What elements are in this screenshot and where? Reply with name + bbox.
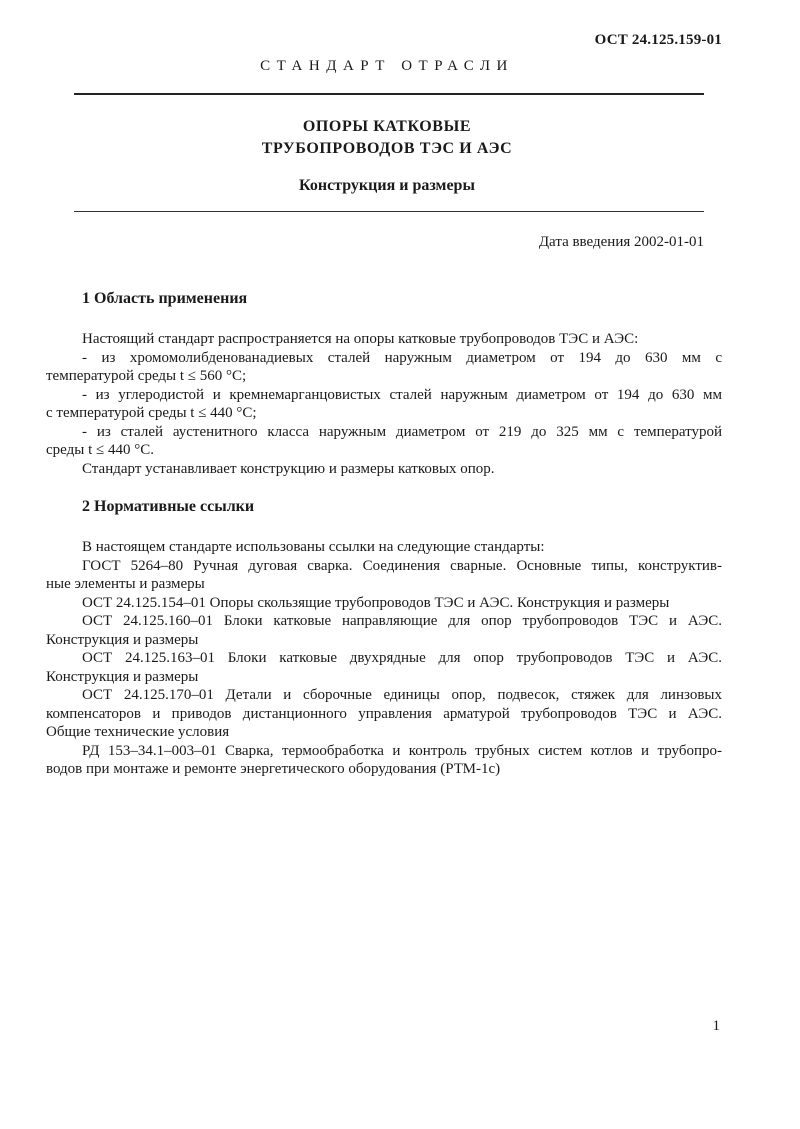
introduction-date: Дата введения 2002-01-01 [538, 234, 704, 250]
text-line: В настоящем стандарте использованы ссылки на следующие стандарты: [82, 539, 545, 555]
text-line: температурой среды t ≤ 560 °С; [46, 368, 247, 384]
page-number: 1 [712, 1018, 720, 1034]
text-line: Общие технические условия [46, 724, 230, 740]
document-code: ОСТ 24.125.159-01 [594, 32, 722, 48]
title-line-2: ТРУБОПРОВОДОВ ТЭС И АЭС [261, 140, 513, 157]
section-2-heading: 2 Нормативные ссылки [82, 498, 255, 515]
standard-type: СТАНДАРТ ОТРАСЛИ [260, 58, 514, 74]
text-line: - из сталей аустенитного класса наружным диаметром от 219 до 325 мм с температурой [82, 423, 722, 440]
text-line: компенсаторов и приводов дистанционного управления арматурой трубопроводов ТЭС и АЭС. [46, 705, 722, 722]
text-line: Конструкция и размеры [46, 631, 199, 648]
text-line: Конструкция и размеры [46, 668, 199, 685]
text-line: ОСТ 24.125.170–01 Детали и сборочные единицы опор, подвесок, стяжек для линзовых [82, 687, 722, 703]
section-1-heading: 1 Область применения [82, 290, 248, 307]
section-2-body [46, 538, 722, 779]
header-rule [74, 93, 704, 95]
text-line: ОСТ 24.125.163–01 Блоки катковые двухрядные для опор трубопроводов ТЭС и АЭС. [82, 650, 722, 666]
text-line: ОСТ 24.125.160–01 Блоки катковые направляющие для опор трубопроводов ТЭС и АЭС. [82, 613, 722, 629]
text-line: Стандарт устанавливает конструкцию и размеры катковых опор. [82, 460, 495, 477]
text-line: - из хромомолибденованадиевых сталей наружным диаметром от 194 до 630 мм с [82, 349, 722, 366]
text-line: - из углеродистой и кремнемарганцовистых сталей наружным диаметром от 194 до 630 мм [82, 386, 722, 403]
text-line: ОСТ 24.125.154–01 Опоры скользящие трубопроводов ТЭС и АЭС. Конструкция и размеры [82, 594, 670, 611]
text-line: ГОСТ 5264–80 Ручная дуговая сварка. Соединения сварные. Основные типы, конструктив- [82, 557, 722, 574]
document-title [0, 116, 774, 160]
text-line: Настоящий стандарт распространяется на опоры катковые трубопроводов ТЭС и АЭС: [82, 331, 639, 347]
text-line: с температурой среды t ≤ 440 °С; [46, 405, 257, 421]
text-line: ные элементы и размеры [46, 576, 205, 592]
title-rule [74, 211, 704, 212]
section-1-body [46, 330, 722, 478]
document-subtitle: Конструкция и размеры [299, 177, 475, 194]
title-line-1: ОПОРЫ КАТКОВЫЕ [302, 118, 472, 135]
text-line: водов при монтаже и ремонте энергетического оборудования (РТМ-1с) [46, 761, 501, 777]
text-line: РД 153–34.1–003–01 Сварка, термообработка и контроль трубных систем котлов и трубопро- [82, 742, 722, 759]
text-line: среды t ≤ 440 °С. [46, 442, 154, 458]
